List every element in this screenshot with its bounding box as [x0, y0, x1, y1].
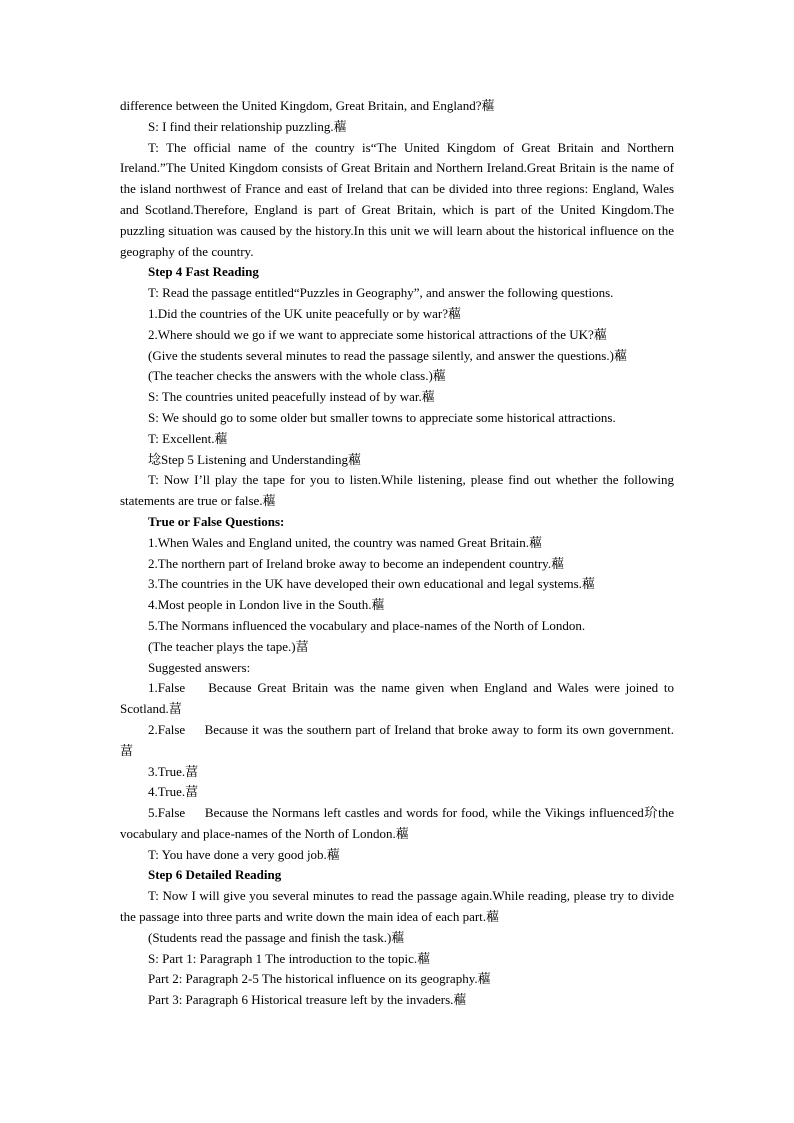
- paragraph: 1.False Because Great Britain was the name given when England and Wales were joined to Scotland.葍: [120, 680, 678, 717]
- paragraph: Suggested answers:: [148, 659, 251, 675]
- document-page: [120, 96, 678, 1011]
- paragraph: 5.The Normans influenced the vocabulary and place-names of the North of London.: [148, 617, 586, 633]
- paragraph: difference between the United Kingdom, Great Britain, and England?藲: [120, 98, 495, 113]
- section-heading: Step 6 Detailed Reading: [148, 867, 282, 883]
- paragraph: (The teacher checks the answers with the whole class.)藲: [148, 368, 446, 384]
- paragraph: 4.Most people in London live in the South.藲: [148, 597, 385, 613]
- paragraph: T: Now I’ll play the tape for you to listen.While listening, please find out whether the following statements are true or false.藲: [120, 472, 678, 509]
- paragraph: T: The official name of the country is“The United Kingdom of Great Britain and Northern Ireland.”The United Kingdom consists of Great Britain and Northern Ireland.Great Britain is the name of the island northwest of France and east of Ireland that can be divided into three regions: England, Wales and Scotland.Therefore, England is part of Great Britain, which is part of the United Kingdom.The puzzling situation was caused by the history.In this unit we will learn about the historical influence on the geography of the country.: [120, 139, 678, 259]
- paragraph: 1.Did the countries of the UK unite peacefully or by war?藲: [148, 305, 461, 321]
- paragraph: 2.Where should we go if we want to appreciate some historical attractions of the UK?藲: [148, 326, 607, 342]
- section-heading: True or False Questions:: [148, 513, 285, 529]
- paragraph: 2.False Because it was the southern part of Ireland that broke away to form its own government.葍: [120, 721, 674, 758]
- paragraph: S: We should go to some older but smaller towns to appreciate some historical attractions.: [148, 409, 616, 425]
- paragraph: 1.When Wales and England united, the country was named Great Britain.藲: [148, 534, 543, 550]
- paragraph: (The teacher plays the tape.)葍: [148, 638, 309, 654]
- paragraph: T: Excellent.藲: [148, 430, 228, 446]
- paragraph: Part 2: Paragraph 2-5 The historical influence on its geography.藲: [148, 971, 491, 987]
- paragraph: 2.The northern part of Ireland broke away to become an independent country.藲: [148, 555, 565, 571]
- paragraph: S: I find their relationship puzzling.藲: [148, 118, 347, 134]
- paragraph: (Give the students several minutes to read the passage silently, and answer the questions.)藲: [148, 347, 627, 363]
- paragraph: 3.True.葍: [148, 763, 199, 779]
- paragraph: S: The countries united peacefully instead of by war.藲: [148, 389, 435, 405]
- paragraph: T: You have done a very good job.藲: [148, 846, 340, 862]
- paragraph: 3.The countries in the UK have developed their own educational and legal systems.藲: [148, 576, 595, 592]
- paragraph: S: Part 1: Paragraph 1 The introduction to the topic.藲: [148, 950, 431, 966]
- paragraph: 4.True.葍: [148, 784, 199, 800]
- paragraph: T: Now I will give you several minutes to read the passage again.While reading, please try to divide the passage into three parts and write down the main idea of each part.藲: [120, 888, 678, 925]
- paragraph: Part 3: Paragraph 6 Historical treasure left by the invaders.藲: [148, 992, 467, 1008]
- paragraph: 5.False Because the Normans left castles and words for food, while the Vikings influenced玠the vocabulary and place-names of the North of London.藲: [120, 805, 678, 841]
- section-heading: Step 4 Fast Reading: [148, 264, 259, 280]
- paragraph: 埝Step 5 Listening and Understanding藲: [148, 451, 362, 467]
- paragraph: (Students read the passage and finish the task.)藲: [148, 929, 405, 945]
- paragraph: T: Read the passage entitled“Puzzles in Geography”, and answer the following questions.: [148, 285, 614, 301]
